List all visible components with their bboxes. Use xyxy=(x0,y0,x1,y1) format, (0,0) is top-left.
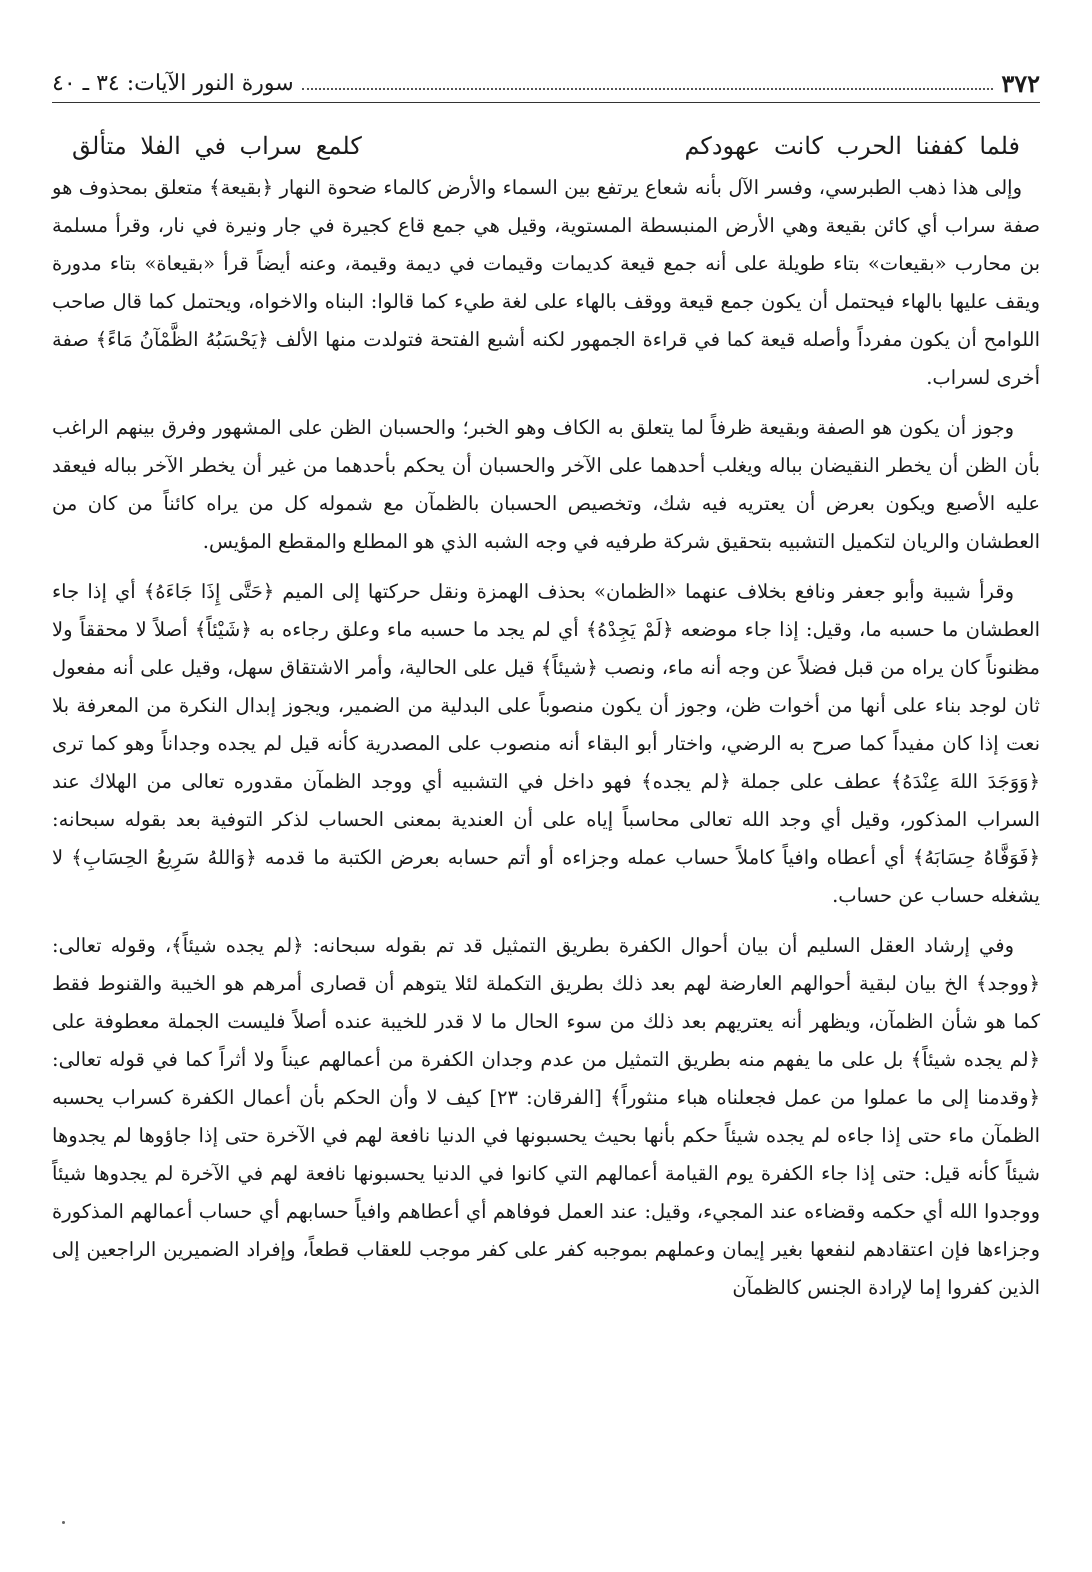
paragraph: وإلى هذا ذهب الطبرسي، وفسر الآل بأنه شعاع يرتفع بين السماء والأرض كالماء ضحوة النهار ﴿بقيعة﴾ متعلق بمحذوف هو صفة سراب أي كائن بقيعة وهي الأرض المنبسطة المستوية، وقيل هي جمع قاع كجيرة في جار ونيرة في نار، وقرأ مسلمة بن محارب «بقيعات» بتاء طويلة على أنه جمع قيعة كديمات وقيمات في ديمة وقيمة، وعنه أيضاً قرأ «بقيعاة» بتاء مدورة ويقف عليها بالهاء فيحتمل أن يكون جمع قيعة ووقف بالهاء على لغة طيء كما قالوا: البناه والاخواه، ويحتمل كما قال صاحب اللوامح أن يكون مفرداً وأصله قيعة كما في قراءة الجمهور لكنه أشبع الفتحة فتولدت منها الألف ﴿يَحْسَبُهُ الظَّمْآنُ مَاءً﴾ صفة أخرى لسراب. xyxy=(52,176,1040,389)
paragraph: وفي إرشاد العقل السليم أن بيان أحوال الكفرة بطريق التمثيل قد تم بقوله سبحانه: ﴿لم يجده شيئاً﴾، وقوله تعالى: ﴿ووجد﴾ الخ بيان لبقية أحوالهم العارضة لهم بعد ذلك بطريق التكملة لئلا يتوهم أن قصارى أمرهم هو الخيبة والقنوط فقط كما هو شأن الظمآن، ويظهر أنه يعتريهم بعد ذلك من سوء الحال ما لا قدر للخيبة عنده أصلاً فليست الجملة معطوفة على ﴿لم يجده شيئاً﴾ بل على ما يفهم منه بطريق التمثيل من عدم وجدان الكفرة من أعمالهم عيناً ولا أثراً كما في قوله تعالى: ﴿وقدمنا إلى ما عملوا من عمل فجعلناه هباء منثوراً﴾ [الفرقان: ٢٣] كيف لا وأن الحكم بأن أعمال الكفرة كسراب يحسبه الظمآن ماء حتى إذا جاءه لم يجده شيئاً حكم بأنها بحيث يحسبونها في الدنيا نافعة لهم في الآخرة حتى إذا جاؤوها لم يجدوها شيئاً كأنه قيل: حتى إذا جاء الكفرة يوم القيامة أعمالهم التي كانوا في الدنيا يحسبونها نافعة لهم في الآخرة لم يجدوها شيئاً ووجدوا الله أي حكمه وقضاءه عند المجيء، وقيل: عند العمل فوفاهم أي أعطاهم وافياً حسابهم أي حساب أعمالهم المذكورة وجزاءها فإن اعتقادهم لنفعها بغير إيمان وعملهم بموجبه كفر على كفر موجب للعقاب قطعاً، وإفراد الضميرين الراجعين إلى الذين كفروا إما لإرادة الجنس كالظمآن xyxy=(52,934,1040,1299)
paragraph: وقرأ شيبة وأبو جعفر ونافع بخلاف عنهما «الظمان» بحذف الهمزة ونقل حركتها إلى الميم ﴿حَتَّى إِذَا جَاءَهُ﴾ أي إذا جاء العطشان ما حسبه ما، وقيل: إذا جاء موضعه ﴿لَمْ يَجِدْهُ﴾ أي لم يجد ما حسبه ماء وعلق رجاءه به ﴿شَيْئاً﴾ أصلاً لا محققاً ولا مظنوناً كان يراه من قبل فضلاً عن وجه أنه ماء، ونصب ﴿شيئاً﴾ قيل على الحالية، وأمر الاشتقاق سهل، وقيل على أنه مفعول ثان لوجد بناء على أنها من أخوات ظن، وجوز أن يكون منصوباً على البدلية من الضمير، ويجوز إبدال النكرة من المعرفة بلا نعت إذا كان مفيداً كما صرح به الرضي، واختار أبو البقاء أنه منصوب على المصدرية كأنه قيل لم يجده وجداناً وهو كما ترى ﴿وَوَجَدَ اللهَ عِنْدَهُ﴾ عطف على جملة ﴿لم يجده﴾ فهو داخل في التشبيه أي ووجد الظمآن مقدوره تعالى من الهلاك عند السراب المذكور، وقيل أي وجد الله تعالى محاسباً إياه على أن العندية بمعنى الحساب لذكر التوفية بعد بقوله سبحانه: ﴿فَوَفَّاهُ حِسَابَهُ﴾ أي أعطاه وافياً كاملاً حساب عمله وجزاءه أو أتم حسابه بعرض الكتبة ما قدمه ﴿وَاللهُ سَرِيعُ الحِسَابِ﴾ لا يشغله حساب عن حساب. xyxy=(52,580,1040,907)
running-header xyxy=(52,62,1040,103)
page-number: ٣٧٢ xyxy=(1001,69,1040,98)
tafsir-body xyxy=(52,169,1040,1307)
page-speck xyxy=(62,1521,65,1524)
verse-hemistich-left: كلمع سراب في الفلا متألق xyxy=(72,132,362,160)
poetry-verse xyxy=(72,129,1020,163)
verse-hemistich-right: فلما كففنا الحرب كانت عهودكم xyxy=(684,132,1020,160)
header-dotted-leader xyxy=(302,88,994,90)
surah-title: سورة النور الآيات: ٣٤ ـ ٤٠ xyxy=(52,71,294,96)
paragraph: وجوز أن يكون هو الصفة وبقيعة ظرفاً لما يتعلق به الكاف وهو الخبر؛ والحسبان الظن على المشهور وفرق بينهم الراغب بأن الظن أن يخطر النقيضان بباله ويغلب أحدهما على الآخر والحسبان أن يحكم بأحدهما من غير أن يخطر الآخر بباله فيعقد عليه الأصبع ويكون بعرض أن يعتريه فيه شك، وتخصيص الحسبان بالظمآن مع شموله كل من يراه كائناً من كان من العطشان والريان لتكميل التشبيه بتحقيق شركة طرفيه في وجه الشبه الذي هو المطلع والمقطع المؤيس. xyxy=(52,416,1040,553)
